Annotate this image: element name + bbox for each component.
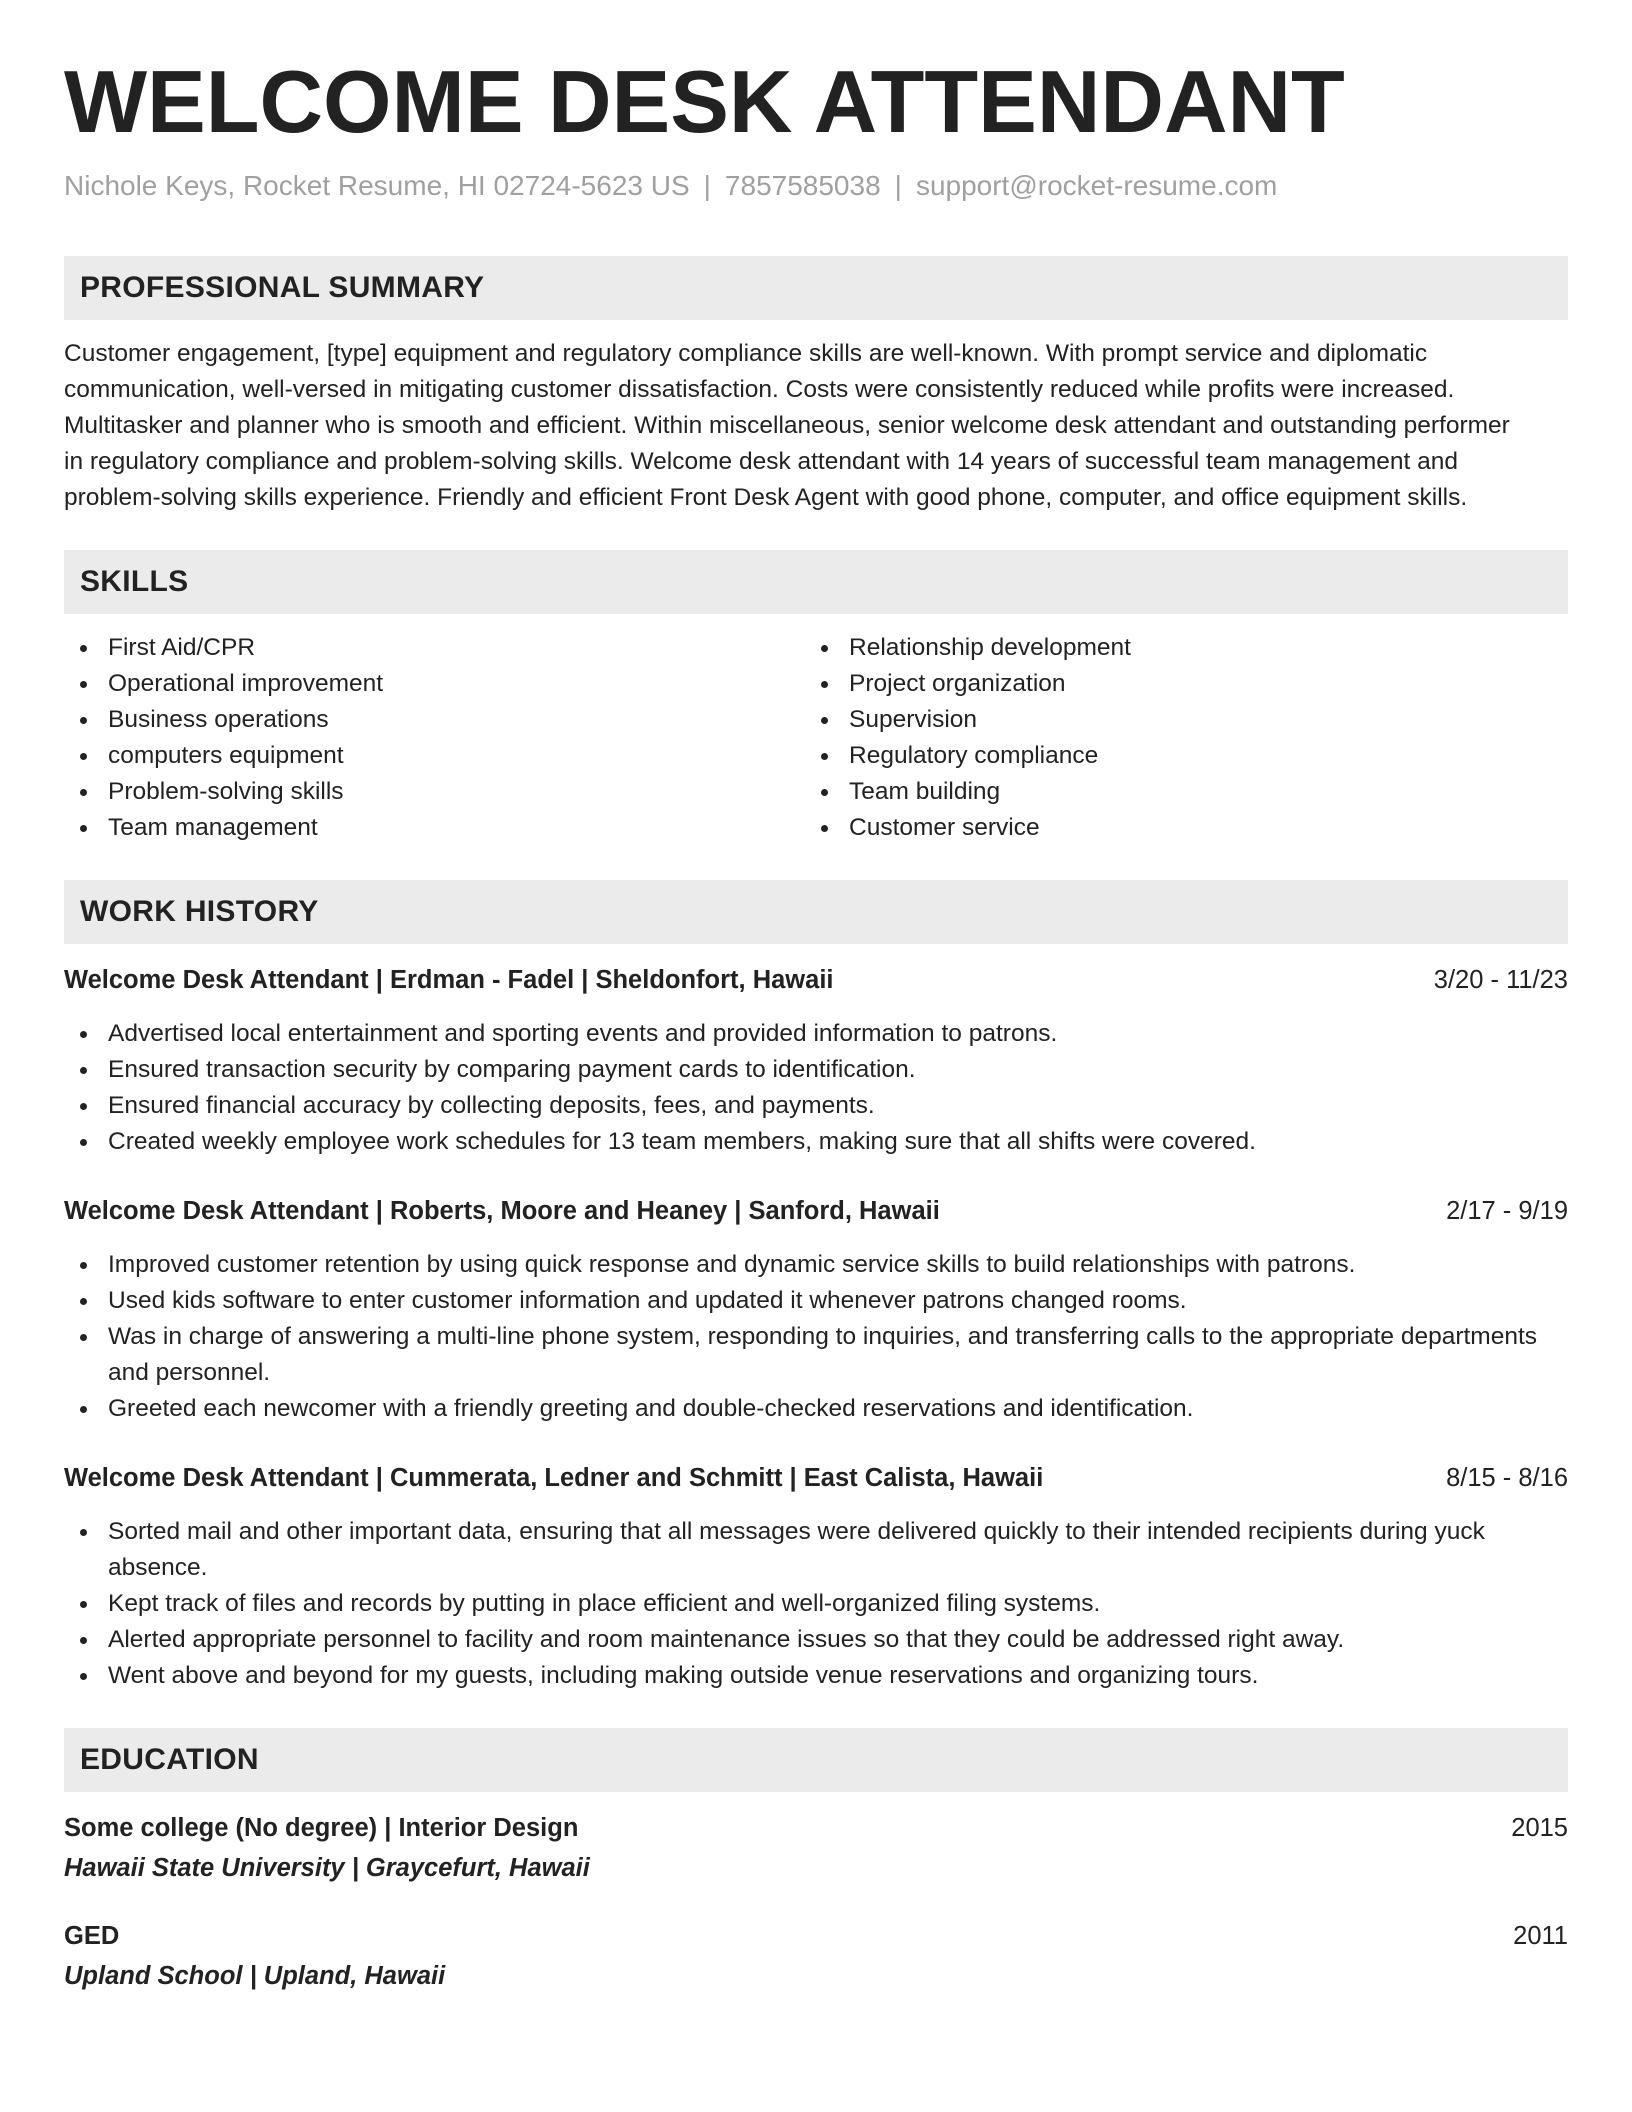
- job-bullet: Ensured financial accuracy by collecting deposits, fees, and payments.: [64, 1088, 1568, 1124]
- job-bullets: [64, 1514, 1568, 1694]
- skill-item: computers equipment: [64, 738, 805, 774]
- skill-item: Supervision: [805, 702, 1546, 738]
- contact-separator: |: [703, 170, 711, 201]
- education-entry: [64, 1918, 1568, 1994]
- job-bullet: Used kids software to enter customer information and updated it whenever patrons changed rooms.: [64, 1283, 1568, 1319]
- education-degree: GED: [64, 1922, 120, 1950]
- summary-line: problem-solving skills experience. Friendly and efficient Front Desk Agent with good phone, computer, and office equipment skills.: [64, 484, 1468, 511]
- job-dates: 8/15 - 8/16: [1446, 1464, 1568, 1492]
- job-bullet: Kept track of files and records by putting in place efficient and well-organized filing systems.: [64, 1586, 1568, 1622]
- education-school: Upland School | Upland, Hawaii: [64, 1962, 446, 1990]
- education-header: [64, 1810, 1568, 1846]
- job-bullets: [64, 1016, 1568, 1160]
- contact-email: support@rocket-resume.com: [915, 170, 1278, 201]
- job-title: Welcome Desk Attendant | Cummerata, Ledner and Schmitt | East Calista, Hawaii: [64, 1464, 1044, 1492]
- job-header: [64, 962, 1568, 998]
- job-title: Welcome Desk Attendant | Erdman - Fadel | Sheldonfort, Hawaii: [64, 966, 834, 994]
- skill-item: Relationship development: [805, 630, 1546, 666]
- skills-column-left: [64, 630, 805, 846]
- contact-separator: |: [894, 170, 902, 201]
- job-bullet: Went above and beyond for my guests, including making outside venue reservations and organizing tours.: [64, 1658, 1568, 1694]
- skill-item: Problem-solving skills: [64, 774, 805, 810]
- job-header: [64, 1193, 1568, 1229]
- skill-item: Business operations: [64, 702, 805, 738]
- job-bullets: [64, 1247, 1568, 1427]
- contact-phone: 7857585038: [724, 170, 881, 201]
- skills-column-right: [805, 630, 1546, 846]
- job-bullet: Advertised local entertainment and sporting events and provided information to patrons.: [64, 1016, 1568, 1052]
- job-entry: [64, 962, 1568, 1160]
- job-dates: 2/17 - 9/19: [1446, 1197, 1568, 1225]
- summary-paragraph: [64, 336, 1568, 516]
- job-bullet: Improved customer retention by using quick response and dynamic service skills to build relationships with patrons.: [64, 1247, 1568, 1283]
- section-header-summary: PROFESSIONAL SUMMARY: [64, 256, 1568, 320]
- education-degree: Some college (No degree) | Interior Design: [64, 1814, 579, 1842]
- summary-line: Multitasker and planner who is smooth and efficient. Within miscellaneous, senior welcome desk attendant and outstanding performer: [64, 412, 1510, 439]
- skill-item: Team building: [805, 774, 1546, 810]
- job-bullet: Greeted each newcomer with a friendly greeting and double-checked reservations and identification.: [64, 1391, 1568, 1427]
- job-bullet: Was in charge of answering a multi-line phone system, responding to inquiries, and transferring calls to the appropriate departments and personnel.: [64, 1319, 1568, 1391]
- contact-address: Nichole Keys, Rocket Resume, HI 02724-5623 US: [64, 170, 690, 201]
- job-title: Welcome Desk Attendant | Roberts, Moore and Heaney | Sanford, Hawaii: [64, 1197, 940, 1225]
- skill-item: Operational improvement: [64, 666, 805, 702]
- education-year: 2011: [1513, 1922, 1568, 1950]
- job-dates: 3/20 - 11/23: [1433, 966, 1568, 994]
- section-header-education: EDUCATION: [64, 1728, 1568, 1792]
- resume-title: WELCOME DESK ATTENDANT: [64, 52, 1345, 151]
- skill-item: Customer service: [805, 810, 1546, 846]
- education-header: [64, 1918, 1568, 1954]
- job-entry: [64, 1193, 1568, 1427]
- job-bullet: Ensured transaction security by comparing payment cards to identification.: [64, 1052, 1568, 1088]
- summary-line: Customer engagement, [type] equipment and regulatory compliance skills are well-known. With prompt service and diplomatic: [64, 340, 1428, 367]
- education-entry: [64, 1810, 1568, 1886]
- education-school: Hawaii State University | Graycefurt, Hawaii: [64, 1854, 590, 1882]
- skill-item: First Aid/CPR: [64, 630, 805, 666]
- contact-line: [64, 168, 1568, 204]
- skill-item: Team management: [64, 810, 805, 846]
- skill-item: Regulatory compliance: [805, 738, 1546, 774]
- section-header-skills: SKILLS: [64, 550, 1568, 614]
- job-bullet: Sorted mail and other important data, ensuring that all messages were delivered quickly to their intended recipients during yuck absence.: [64, 1514, 1568, 1586]
- skill-item: Project organization: [805, 666, 1546, 702]
- summary-line: in regulatory compliance and problem-solving skills. Welcome desk attendant with 14 years of successful team management and: [64, 448, 1459, 475]
- job-bullet: Created weekly employee work schedules for 13 team members, making sure that all shifts were covered.: [64, 1124, 1568, 1160]
- job-bullet: Alerted appropriate personnel to facility and room maintenance issues so that they could be addressed right away.: [64, 1622, 1568, 1658]
- skills-list: [64, 630, 1568, 846]
- section-header-work-history: WORK HISTORY: [64, 880, 1568, 944]
- job-header: [64, 1460, 1568, 1496]
- education-year: 2015: [1511, 1814, 1568, 1842]
- summary-line: communication, well-versed in mitigating customer dissatisfaction. Costs were consistently reduced while profits were increased.: [64, 376, 1455, 403]
- job-entry: [64, 1460, 1568, 1694]
